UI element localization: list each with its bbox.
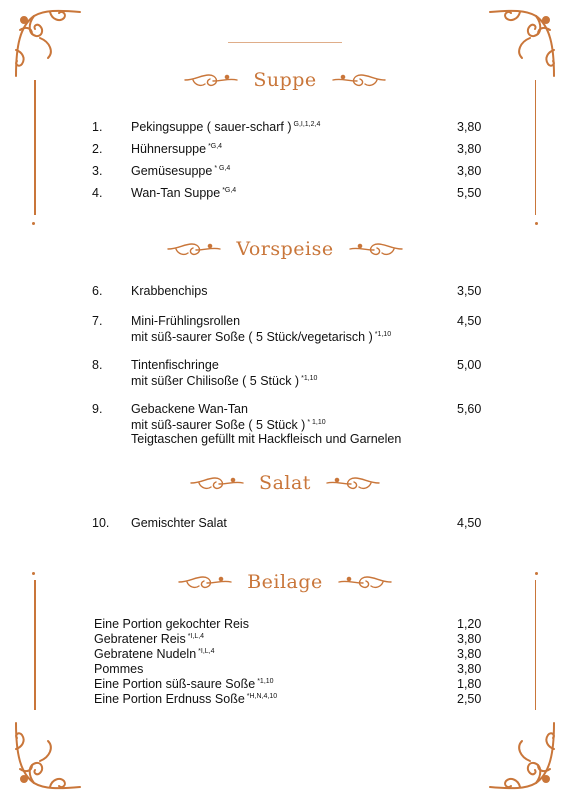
item-price: 3,80 <box>457 632 482 646</box>
item-number: 6. <box>92 284 103 298</box>
item-price: 1,20 <box>457 617 482 631</box>
flourish-right-icon <box>325 472 381 494</box>
item-price: 3,80 <box>457 164 482 178</box>
item-name: Gemischter Salat <box>131 516 227 530</box>
section-title: Suppe <box>253 69 317 91</box>
allergen-codes: *1,10 <box>301 375 318 382</box>
allergen-codes: *1,10 <box>257 678 274 685</box>
ornament-corner-icon <box>484 717 560 793</box>
item-name: Wan-Tan Suppe $^{*G,4}$ <box>131 186 237 200</box>
item-name: Gebratener Reis $^{*I,L,4}$ <box>94 632 205 646</box>
item-number: 8. <box>92 358 103 372</box>
item-price: 3,80 <box>457 662 482 676</box>
flourish-right-icon <box>337 571 393 593</box>
section-header-beilage <box>0 566 570 598</box>
item-name: Eine Portion süß-saure Soße $^{*1,10}$ <box>94 677 274 691</box>
border-dot <box>32 222 35 225</box>
section-header-vorspeise <box>0 233 570 265</box>
section-title: Vorspeise <box>236 238 334 260</box>
flourish-right-icon <box>348 238 404 260</box>
item-price: 3,80 <box>457 647 482 661</box>
section-title: Salat <box>259 472 311 494</box>
item-number: 1. <box>92 120 103 134</box>
allergen-codes: *1,10 <box>374 331 392 338</box>
border-line <box>535 80 537 215</box>
border-dot <box>535 222 538 225</box>
item-name: Tintenfischringe <box>131 358 219 372</box>
item-number: 2. <box>92 142 103 156</box>
item-description: mit süß-saurer Soße ( 5 Stück/vegetarisch ) $^{*1,10}$ <box>131 330 392 344</box>
allergen-codes: * G,4 <box>214 165 231 172</box>
item-price: 5,50 <box>457 186 482 200</box>
item-price: 4,50 <box>457 516 482 530</box>
item-price: 5,60 <box>457 402 482 416</box>
section-header-salat <box>0 467 570 499</box>
ornament-corner-icon <box>10 717 86 793</box>
item-name: Hühnersuppe $^{*G,4}$ <box>131 142 223 156</box>
item-name: Pommes <box>94 662 144 676</box>
item-name: Pekingsuppe ( sauer-scharf ) $^{G,I,1,2,4}$ <box>131 120 321 134</box>
item-name: Krabbenchips <box>131 284 208 298</box>
allergen-codes: *G,4 <box>208 143 223 150</box>
item-price: 1,80 <box>457 677 482 691</box>
item-description: mit süß-saurer Soße ( 5 Stück ) $^{* 1,10}$ <box>131 418 326 432</box>
allergen-codes: *I,L,4 <box>198 648 215 655</box>
item-name: Gemüsesuppe $^{* G,4}$ <box>131 164 231 178</box>
flourish-left-icon <box>189 472 245 494</box>
flourish-left-icon <box>166 238 222 260</box>
section-title: Beilage <box>247 571 323 593</box>
item-price: 3,80 <box>457 120 482 134</box>
item-name: Eine Portion Erdnuss Soße $^{*H,N,4,10}$ <box>94 692 278 706</box>
item-description: Teigtaschen gefüllt mit Hackfleisch und Garnelen <box>131 432 402 446</box>
item-number: 3. <box>92 164 103 178</box>
allergen-codes: *H,N,4,10 <box>246 693 278 700</box>
item-price: 5,00 <box>457 358 482 372</box>
allergen-codes: *G,4 <box>222 187 237 194</box>
allergen-codes: G,I,1,2,4 <box>293 121 321 128</box>
item-price: 3,80 <box>457 142 482 156</box>
item-description: mit süßer Chilisoße ( 5 Stück ) $^{*1,10}$ <box>131 374 318 388</box>
item-price: 4,50 <box>457 314 482 328</box>
border-line <box>34 580 36 710</box>
allergen-codes: *I,L,4 <box>187 633 205 640</box>
item-number: 7. <box>92 314 103 328</box>
item-number: 9. <box>92 402 103 416</box>
border-line <box>535 580 537 710</box>
item-number: 10. <box>92 516 110 530</box>
item-name: Gebratene Nudeln $^{*I,L,4}$ <box>94 647 215 661</box>
item-name: Eine Portion gekochter Reis <box>94 617 249 631</box>
section-header-suppe <box>0 64 570 96</box>
item-name: Mini-Frühlingsrollen <box>131 314 241 328</box>
item-price: 3,50 <box>457 284 482 298</box>
flourish-right-icon <box>331 69 387 91</box>
item-name: Gebackene Wan-Tan <box>131 402 248 416</box>
flourish-left-icon <box>177 571 233 593</box>
item-number: 4. <box>92 186 103 200</box>
border-line <box>34 80 36 215</box>
allergen-codes: * 1,10 <box>307 419 326 426</box>
border-line <box>228 42 342 43</box>
item-price: 2,50 <box>457 692 482 706</box>
flourish-left-icon <box>183 69 239 91</box>
